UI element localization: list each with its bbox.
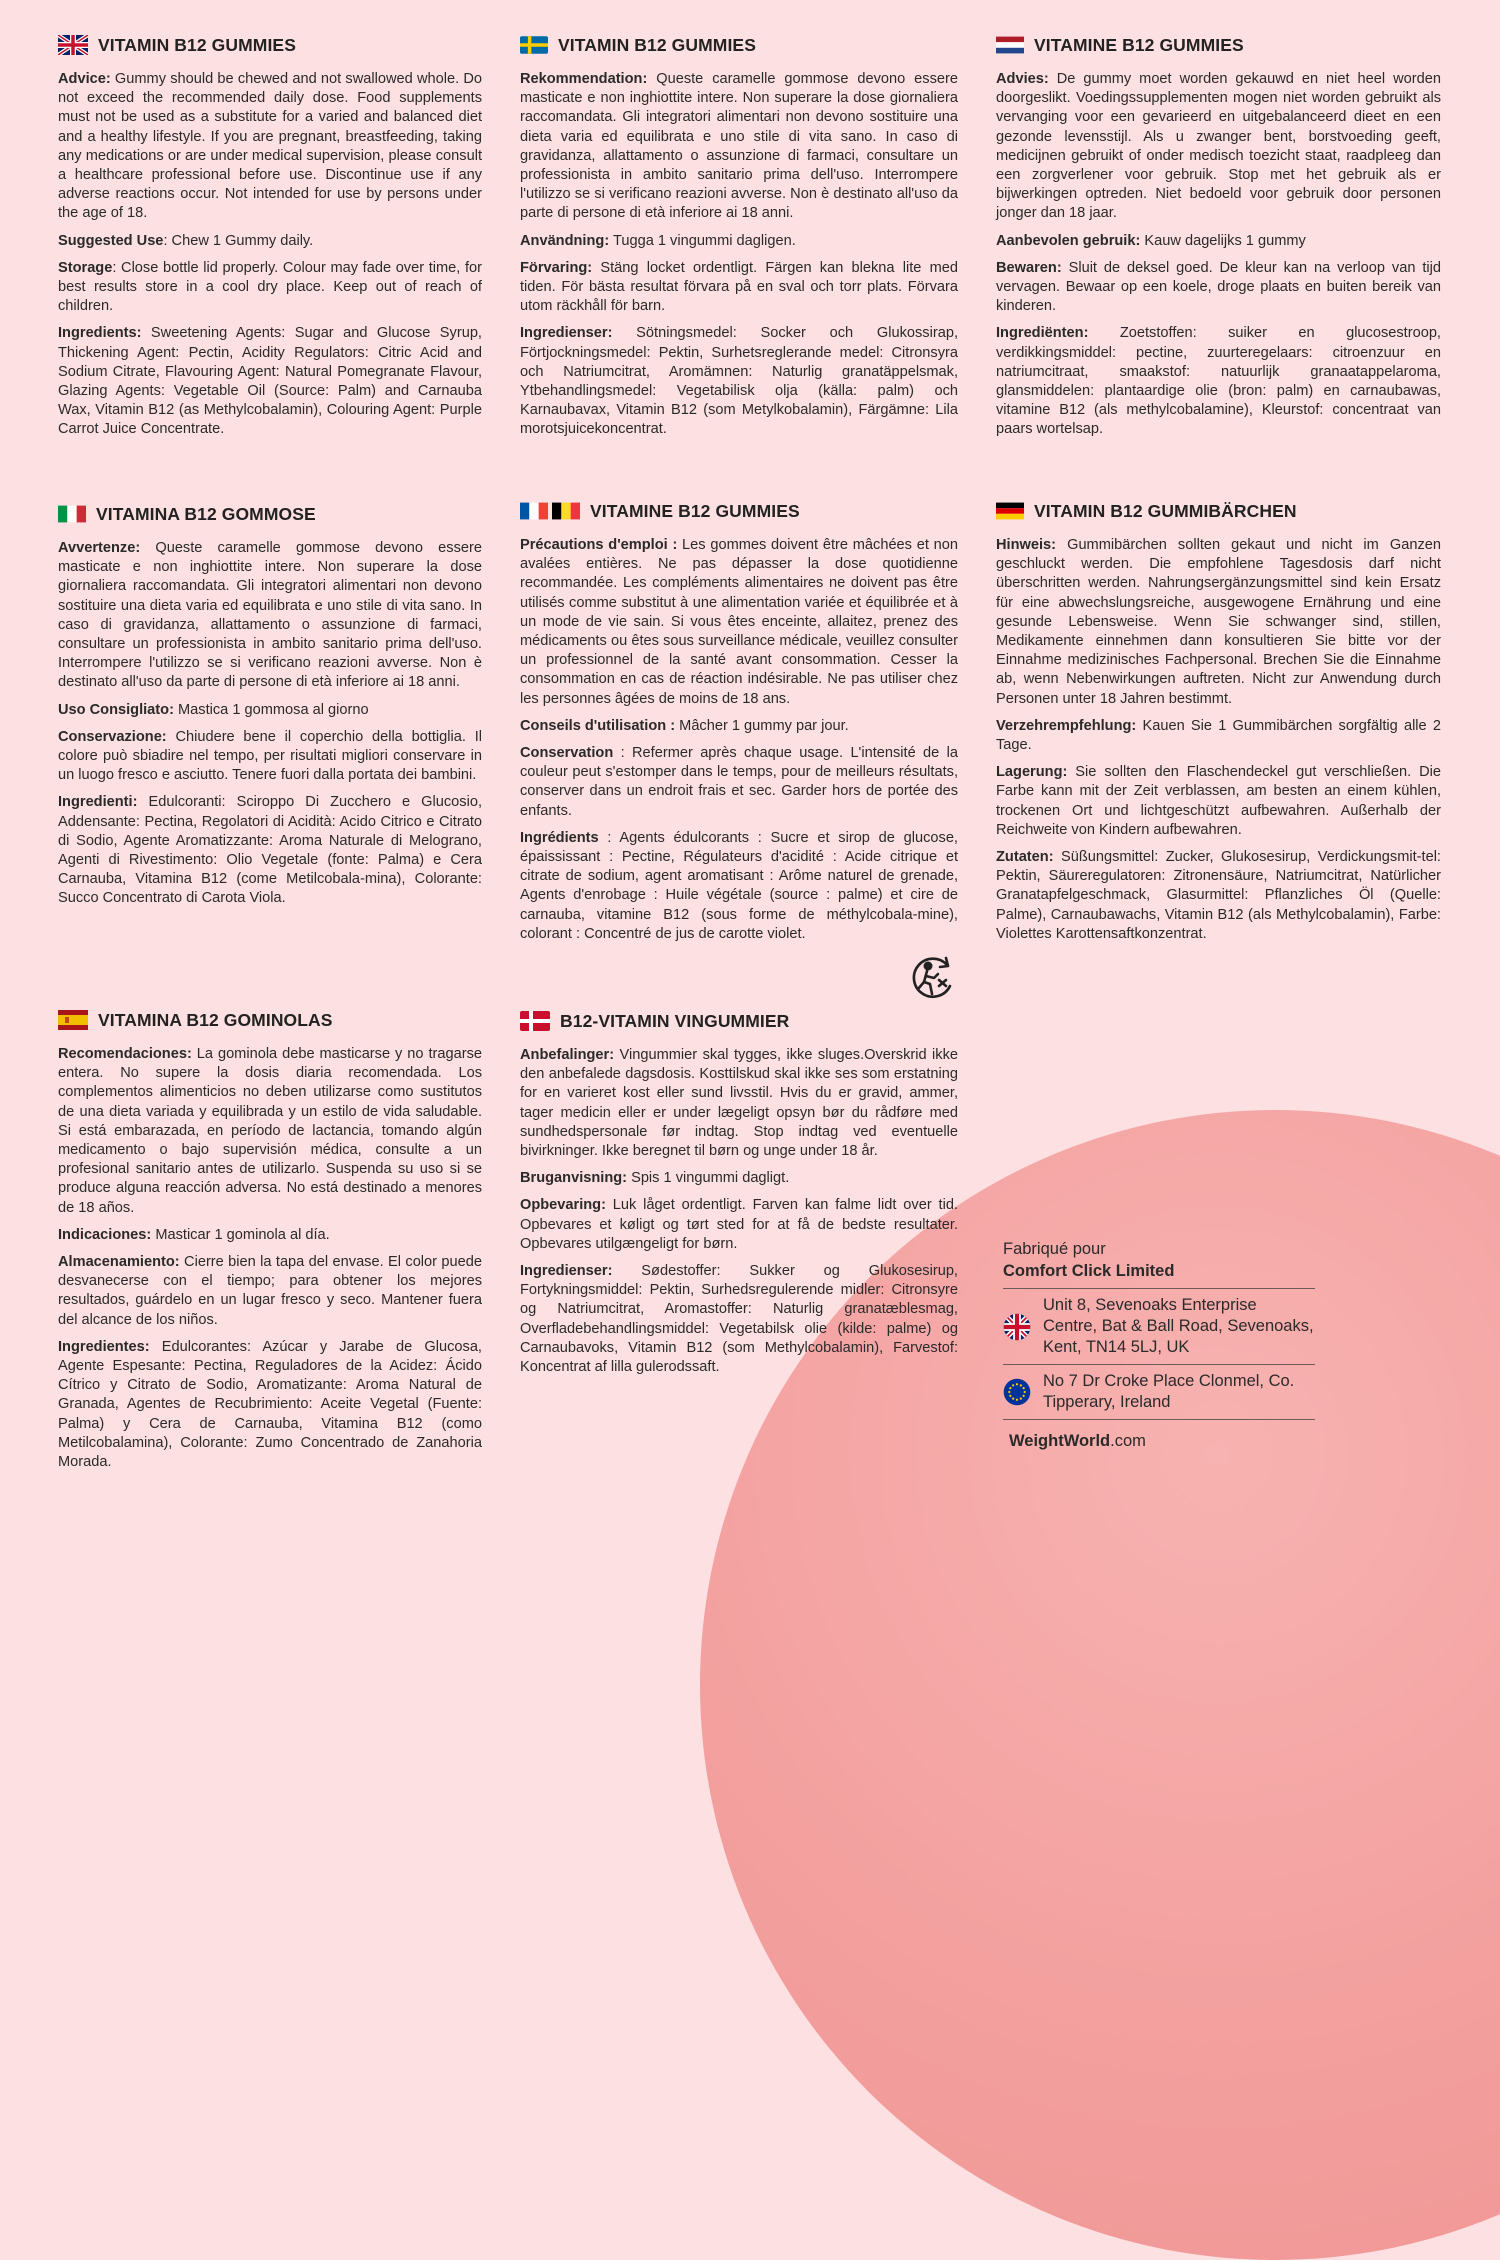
info-paragraph (520, 717, 958, 736)
paragraph-label: Ingredienser: (520, 325, 613, 342)
paragraph-text: Chiudere bene il coperchio della bottiglia. Il colore può sbiadire nel tempo, per risultati migliori conservare in un luogo fresco e asciutto. Tenere fuori dalla portata dei bambini. (58, 728, 482, 784)
paragraph-text: Mâcher 1 gummy par jour. (675, 717, 849, 734)
recycle-icon (906, 952, 958, 1009)
paragraph-label: Rekommendation: (520, 71, 648, 87)
paragraph-text: Gummibärchen sollten gekaut und nicht im Ganzen geschluckt werden. Die empfohlene Tagesdosis darf nicht überschritten werden. Nahrungsergänzungsmittel sind kein Ersatz für eine abwechslungsreiche, ausgewogene Ernährung und eine gesunde Lebensweise. Wenn Sie schwanger sind, stillen, Medikamente einnehmen dann konsultieren Sie bitte vor der Einnahme medizinisches Fachpersonal. Brechen Sie die Einnahme ab, wenn Nebenwirkungen auftreten. Nicht zur Anwendung durch Personen unter 18 Jahren bestimmt. (996, 537, 1441, 707)
paragraph-label: Ingredienti: (58, 794, 138, 811)
paragraph-label: Recomendaciones: (58, 1046, 192, 1062)
section-english (58, 32, 482, 446)
info-paragraph (520, 1046, 958, 1161)
paragraph-text: De gummy moet worden gekauwd en niet heel worden doorgeslikt. Voedingssupplementen mogen niet worden gebruikt als vervanging voor een gevarieerd en uitgebalanceerd dieet en een gezonde levensstijl. Als u zwanger bent, borstvoeding geeft, medicijnen gebruikt of onder medisch toezicht staat, raadpleeg dan een zorgverlener voor gebruik. Stop met het gebruik als er bijwerkingen optreden. Niet bedoeld voor gebruik door personen jonger dan 18 jaar. (996, 71, 1441, 222)
section-title: VITAMIN B12 GUMMIBÄRCHEN (1034, 500, 1297, 521)
info-paragraph (520, 536, 958, 709)
info-paragraph (520, 744, 958, 821)
uk-flag-icon (58, 35, 88, 55)
info-paragraph (520, 232, 958, 251)
paragraph-label: Verzehrempfehlung: (996, 717, 1137, 734)
paragraph-text: Spis 1 vingummi dagligt. (627, 1170, 790, 1187)
section-title: VITAMIN B12 GUMMIES (558, 34, 756, 55)
italy-flag-icon (58, 505, 86, 523)
info-paragraph (58, 701, 482, 720)
manufacturer-info (1003, 1238, 1315, 1451)
info-paragraph (58, 1253, 482, 1330)
section-german (996, 498, 1441, 950)
info-paragraph (996, 763, 1441, 840)
section-header (996, 32, 1441, 58)
paragraph-label: Ingredients: (58, 325, 142, 342)
section-title: VITAMINE B12 GUMMIES (1034, 34, 1244, 55)
section-title: VITAMINA B12 GOMINOLAS (98, 1009, 333, 1030)
paragraph-label: Bewaren: (996, 259, 1062, 276)
info-paragraph (520, 70, 958, 224)
paragraph-label: Hinweis: (996, 537, 1057, 553)
paragraph-text: Tugga 1 vingummi dagligen. (609, 232, 796, 249)
section-danish (520, 1008, 958, 1383)
paragraph-label: Zutaten: (996, 849, 1054, 866)
eu-address-row (1003, 1364, 1315, 1419)
paragraph-text: La gominola debe masticarse y no tragarse entera. No supere la dosis diaria recomendada. Los complementos alimenticios no deben utilizarse como sustitutos de una dieta variada y equilibrada y un estilo de vida saludable. Si está embarazada, en período de lactancia, tomando algún medicamento o bajo supervisión médica, consulte a un profesional sanitario antes de utilizarlo. Suspenda su uso si se produce alguna reacción adversa. No está destinado a menores de 18 años. (58, 1046, 482, 1216)
paragraph-label: Advies: (996, 71, 1049, 87)
paragraph-text: Gummy should be chewed and not swallowed whole. Do not exceed the recommended daily dose. Food supplements must not be used as a substitute for a varied and balanced diet and a healthy lifestyle. If you are pregnant, breastfeeding, taking any medications or are under medical supervision, please consult a healthcare professional before use. Discontinue use if any adverse reactions occur. Not intended for use by persons under the age of 18. (58, 71, 482, 222)
info-paragraph (58, 232, 482, 251)
info-paragraph (58, 70, 482, 224)
paragraph-text: : Close bottle lid properly. Colour may fade over time, for best results store in a cool dry place. Keep out of reach of children. (58, 259, 482, 315)
info-paragraph (520, 1262, 958, 1377)
paragraph-text: Mastica 1 gommosa al giorno (173, 701, 369, 718)
paragraph-text: Sötningsmedel: Socker och Glukossirap, Förtjockningsmedel: Pektin, Surhetsreglerande medel: Citronsyra och Natriumcitrat, Aromämnen: Naturlig granatäppelsmak, Ytbehandlingsmedel: Vegetabilisk olja (källa: palm) och Karnaubavax, Vitamin B12 (som Metylkobalamin), Färgämne: Lila morotsjuicekoncentrat. (520, 325, 958, 438)
spain-flag-icon (58, 1010, 88, 1030)
info-paragraph (520, 1196, 958, 1254)
section-title: VITAMINA B12 GOMMOSE (96, 503, 316, 524)
paragraph-label: Bruganvisning: (520, 1170, 628, 1187)
section-header (58, 32, 482, 58)
info-paragraph (58, 728, 482, 786)
paragraph-label: Ingrédients (520, 829, 599, 846)
website (1003, 1432, 1315, 1451)
paragraph-text: Vingummier skal tygges, ikke sluges.Overskrid ikke den anbefalede dagsdosis. Kosttilskud skal ikke ses som erstatning for en varieret kost eller sund livsstil. Hvis du er gravid, ammer, tager medicin eller er under lægeligt opsyn bør du rådføre med sundhedspersonale før indtag. Stop indtag ved eventuelle bivirkninger. Ikke beregnet til børn og unge under 18 år. (520, 1047, 958, 1160)
section-italian (58, 501, 482, 915)
info-paragraph (996, 259, 1441, 317)
info-paragraph (58, 1045, 482, 1218)
paragraph-label: Suggested Use (58, 232, 164, 249)
company-name: Comfort Click Limited (1003, 1262, 1175, 1280)
paragraph-text: Sie sollten den Flaschendeckel gut verschließen. Die Farbe kann mit der Zeit verblassen, am besten an einem kühlen, trockenen Ort und lichtgeschützt aufbewahren. Außerhalb der Reichweite von Kindern aufbewahren. (996, 764, 1441, 838)
paragraph-text: Masticar 1 gominola al día. (151, 1226, 330, 1243)
info-paragraph (58, 539, 482, 693)
paragraph-label: Ingredientes: (58, 1338, 150, 1355)
section-swedish (520, 32, 958, 446)
paragraph-label: Användning: (520, 232, 610, 249)
info-paragraph (58, 1338, 482, 1472)
paragraph-text: Kauw dagelijks 1 gummy (1140, 232, 1306, 249)
info-paragraph (520, 829, 958, 944)
paragraph-text: Zoetstoffen: suiker en glucosestroop, verdikkingsmiddel: pectine, zuurteregelaars: citroenzuur en natriumcitraat, smaakstof: natuurlijk granaatappelaroma, glansmiddelen: plantaardige olie (bron: palm) en carnaubawas, vitamine B12 (als methylcobalamine), Kleurstof: concentraat van paars wortelsap. (996, 325, 1441, 438)
paragraph-text: Queste caramelle gommose devono essere masticate e non inghiottite intere. Non superare la dose giornaliera raccomandata. Gli integratori alimentari non devono sostituire una dieta varia ed equilibrata e uno stile di vita sano. In caso di gravidanza, allattamento o assunzione di farmaci, consultare un professionista in ambito sanitario prima dell'uso. Interrompere l'utilizzo se si verificano reazioni avverse. Non è destinato all'uso da parte di persone di età inferiore ai 18 anni. (520, 71, 958, 222)
info-paragraph (58, 324, 482, 439)
info-paragraph (996, 70, 1441, 224)
paragraph-label: Uso Consigliato: (58, 701, 174, 718)
paragraph-text: Luk låget ordentligt. Farven kan falme lidt over tid. Opbevares et køligt og tørt sted for at få de bedste resultater. Opbevares utilgængeligt for børn. (520, 1197, 958, 1252)
paragraph-text: Les gommes doivent être mâchées et non avalées entières. Ne pas dépasser la dose quotidienne recommandée. Les compléments alimentaires ne doivent pas être utilisés comme substitut à une alimentation variée et équilibrée et à un mode de vie sain. Si vous êtes enceinte, allaitez, prenez des médicaments ou êtes sous surveillance médicale, veuillez consulter un professionnel de la santé avant consommation. Cesser la consommation en cas de réaction indésirable. Ne pas utiliser chez les personnes âgées de moins de 18 ans. (520, 537, 958, 707)
paragraph-label: Aanbevolen gebruik: (996, 232, 1141, 249)
section-header (58, 1007, 482, 1033)
section-title: VITAMIN B12 GUMMIES (98, 34, 296, 55)
uk-address-row (1003, 1288, 1315, 1364)
paragraph-label: Advice: (58, 71, 111, 87)
uk-address: Unit 8, Sevenoaks Enterprise Centre, Bat & Ball Road, Sevenoaks, Kent, TN14 5LJ, UK (1043, 1296, 1314, 1356)
info-paragraph (996, 536, 1441, 709)
france-flag-icon (520, 502, 548, 520)
eu-flag-icon (1003, 1378, 1031, 1406)
info-paragraph (58, 1226, 482, 1245)
paragraph-label: Storage (58, 259, 113, 276)
denmark-flag-icon (520, 1011, 550, 1031)
paragraph-text: Stäng locket ordentligt. Färgen kan blekna lite med tiden. För bästa resultat förvara på en sval och torr plats. Förvara utom räckhåll för barn. (520, 259, 958, 315)
paragraph-label: Almacenamiento: (58, 1254, 180, 1271)
paragraph-label: Conservazione: (58, 728, 167, 745)
section-header (58, 501, 482, 527)
info-paragraph (996, 848, 1441, 944)
paragraph-text: : Chew 1 Gummy daily. (163, 232, 314, 249)
info-paragraph (58, 259, 482, 317)
made-for-label: Fabriqué pour (1003, 1240, 1106, 1258)
info-paragraph (520, 1169, 958, 1188)
paragraph-text: Sødestoffer: Sukker og Glukosesirup, Fortykningsmiddel: Pektin, Surhedsregulerende midler: Citronsyre og Natriumcitrat, Aromastoffer: Naturlig granatæblesmag, Overfladebehandlingsmiddel: Vegetabilsk olie (kilde: palme) og Carnaubavoks, Vitamin B12 (som Methylcobalamin), Farvestof: Koncentrat af lilla gulerodssaft. (520, 1263, 958, 1376)
section-french (520, 498, 958, 950)
belgium-flag-icon (552, 502, 580, 520)
website-brand: WeightWorld (1009, 1432, 1111, 1450)
paragraph-label: Lagerung: (996, 764, 1068, 781)
paragraph-label: Conservation (520, 745, 614, 762)
paragraph-label: Conseils d'utilisation : (520, 717, 676, 734)
netherlands-flag-icon (996, 36, 1024, 54)
paragraph-label: Ingrediënten: (996, 325, 1089, 342)
section-title: VITAMINE B12 GUMMIES (590, 500, 800, 521)
section-spanish (58, 1007, 482, 1478)
paragraph-text: Süßungsmittel: Zucker, Glukosesirup, Verdickungsmit-tel: Pektin, Säureregulatoren: Zitronensäure, Natriumcitrat, Natürlicher Granatapfelgeschmack, Glasurmittel: Pflanzliches Öl (Quelle: Palme), Carnaubawachs, Vitamin B12 (als Methylcobalamin), Farbe: Violettes Karottensaftkonzentrat. (996, 849, 1441, 942)
paragraph-text: Sweetening Agents: Sugar and Glucose Syrup, Thickening Agent: Pectin, Acidity Regulators: Citric Acid and Sodium Citrate, Flavouring Agent: Natural Pomegranate Flavour, Glazing Agents: Vegetable Oil (Source: Palm) and Carnauba Wax, Vitamin B12 (as Methylcobalamin), Colouring Agent: Purple Carrot Juice Concentrate. (58, 325, 482, 438)
paragraph-text: Queste caramelle gommose devono essere masticate e non inghiottite intere. Non superare la dose giornaliera raccomandata. Gli integratori alimentari non devono sostituire una dieta varia ed equilibrata e uno stile di vita sano. In caso di gravidanza, allattamento o assunzione di farmaci, consultare un professionista in ambito sanitario prima dell'uso. Interrompere l'utilizzo se si verificano reazioni avverse. Non è destinato all'uso da parte di persone di età inferiore ai 18 anni. (58, 540, 482, 691)
section-dutch (996, 32, 1441, 446)
paragraph-label: Indicaciones: (58, 1226, 152, 1243)
info-paragraph (520, 259, 958, 317)
paragraph-label: Anbefalinger: (520, 1047, 615, 1063)
info-paragraph (58, 793, 482, 908)
website-domain: .com (1110, 1432, 1146, 1450)
eu-address: No 7 Dr Croke Place Clonmel, Co. Tipperary, Ireland (1043, 1372, 1295, 1411)
info-paragraph (996, 232, 1441, 251)
section-header (520, 32, 958, 58)
paragraph-label: Ingredienser: (520, 1263, 613, 1280)
section-header (520, 1008, 958, 1034)
paragraph-text: Kauen Sie 1 Gummibärchen sorgfältig alle 2 Tage. (996, 717, 1441, 754)
section-header (520, 498, 958, 524)
paragraph-text: Edulcorantes: Azúcar y Jarabe de Glucosa, Agente Espesante: Pectina, Reguladores de la Acidez: Ácido Cítrico y Citrato de Sodio, Aromatizante: Aroma Natural de Granada, Agentes de Recubrimiento: Aceite Vegetal (Fuente: Palma) y Cera de Carnauba, Vitamina B12 (como Metilcobalamina), Colorante: Zumo Concentrado de Zanahoria Morada. (58, 1338, 482, 1471)
paragraph-text: Cierre bien la tapa del envase. El color puede desvanecerse con el tiempo; para obtener los mejores resultados, guárdelo en un lugar fresco y seco. Mantener fuera del alcance de los niños. (58, 1254, 482, 1328)
paragraph-text: Sluit de deksel goed. De kleur kan na verloop van tijd vervagen. Bewaar op een koele, droge plaats en buiten bereik van kinderen. (996, 259, 1441, 315)
info-paragraph (996, 324, 1441, 439)
info-paragraph (520, 324, 958, 439)
paragraph-label: Précautions d'emploi : (520, 537, 678, 553)
section-title: B12-VITAMIN VINGUMMIER (560, 1010, 790, 1031)
paragraph-label: Opbevaring: (520, 1197, 606, 1214)
paragraph-label: Avvertenze: (58, 540, 141, 556)
paragraph-text: : Agents édulcorants : Sucre et sirop de glucose, épaississant : Pectine, Régulateurs d'acidité : Acide citrique et citrate de sodium, agent aromatisant : Arôme naturel de grenade, Agents d'enrobage : Huile végétale (source : palme) et cire de carnauba, vitamine B12 (sous forme de méthylcobala-mine), colorant : Concentré de jus de carotte violet. (520, 829, 958, 942)
paragraph-text: Edulcoranti: Sciroppo Di Zucchero e Glucosio, Addensante: Pectina, Regolatori di Acidità: Acido Citrico e Citrato di Sodio, Agente Aromatizzante: Aroma Naturale di Melograno, Agenti di Rivestimento: Olio Vegetale (fonte: Palma) e Cera Carnauba, Vitamina B12 (come Metilcobala-mina), Colorante: Succo Concentrato di Carota Viola. (58, 794, 482, 907)
paragraph-label: Förvaring: (520, 259, 593, 276)
paragraph-text: : Refermer après chaque usage. L'intensité de la couleur peut s'estomper dans le temps, pour de meilleurs résultats, conserver dans un endroit frais et sec. Garder hors de portée des enfants. (520, 745, 958, 819)
uk-flag-icon (1003, 1313, 1031, 1341)
germany-flag-icon (996, 502, 1024, 520)
sweden-flag-icon (520, 36, 548, 54)
info-paragraph (996, 717, 1441, 755)
section-header (996, 498, 1441, 524)
